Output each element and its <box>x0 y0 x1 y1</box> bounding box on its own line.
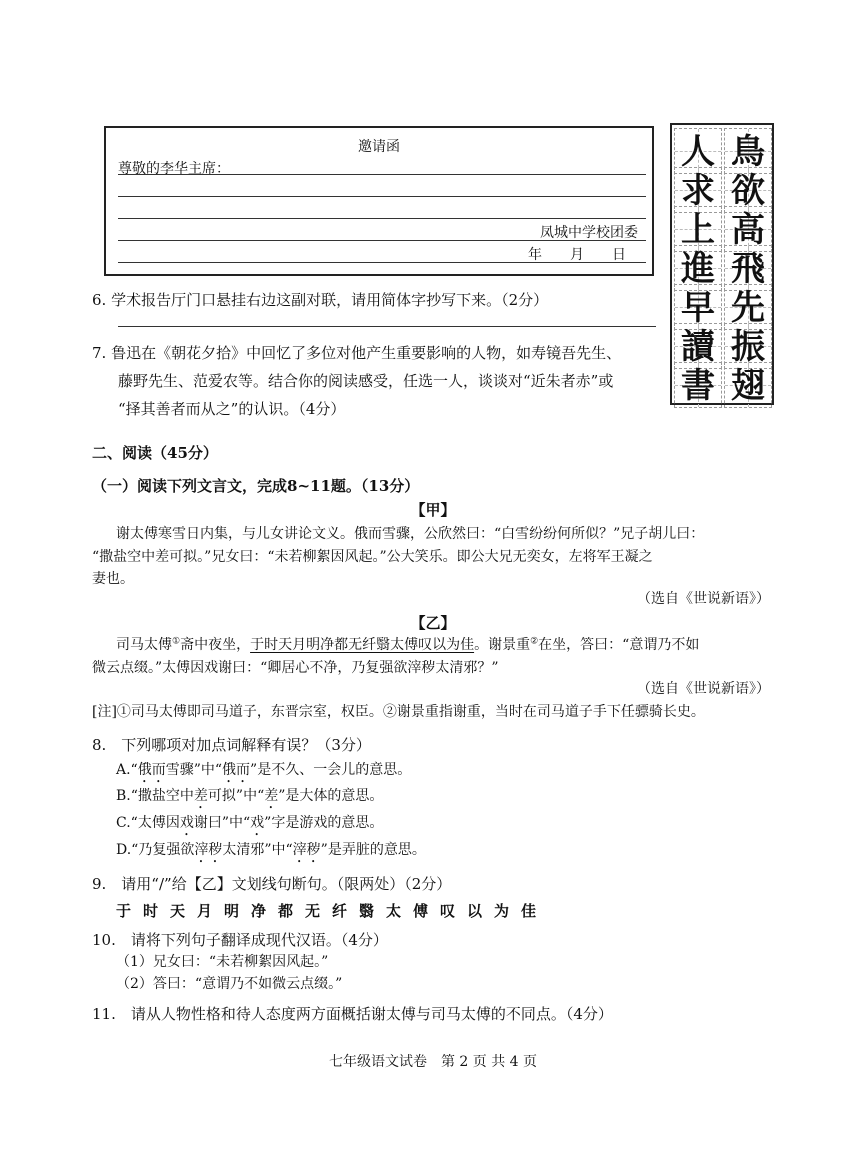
passage-jia-source: （选自《世说新语》） <box>637 591 770 607</box>
text-fragment: ”是不久、一会儿的意思。 <box>250 762 412 778</box>
footnote-marker: ① <box>172 636 181 647</box>
option-a[interactable] <box>116 761 411 786</box>
question-9-stem: 9. 请用“/”给【乙】文划线句断句。（限两处）（2分） <box>92 875 452 893</box>
passage-yi-heading: 【乙】 <box>410 614 456 632</box>
couplet-char: 讀 <box>674 323 722 369</box>
text-fragment: A.“ <box>116 762 138 778</box>
text-fragment: 谢曰”中“ <box>193 815 251 831</box>
text-fragment: ”是弄脏的意思。 <box>320 842 426 858</box>
couplet-char: 上 <box>674 206 722 252</box>
question-10-item: （2）答曰：“意谓乃不如微云点缀。” <box>116 976 343 992</box>
text-fragment: C.“太傅因 <box>116 815 180 831</box>
passage-yi-line1 <box>116 636 699 655</box>
invitation-line <box>118 196 646 197</box>
question-10-item: （1）兄女曰：“未若柳絮因风起。” <box>116 954 329 970</box>
dotted-word: 差 <box>193 788 208 804</box>
couplet-char: 進 <box>674 245 722 291</box>
text-fragment: 在坐，答曰：“意谓乃不如 <box>538 637 700 653</box>
answer-line-q6[interactable] <box>118 326 656 327</box>
option-c[interactable] <box>116 814 383 839</box>
couplet-char: 欲 <box>724 167 772 213</box>
couplet-char: 翅 <box>724 362 772 408</box>
text-fragment: 斋中夜坐， <box>180 637 251 653</box>
dotted-word: 戏 <box>250 815 265 831</box>
invitation-title: 邀请函 <box>358 139 400 155</box>
invitation-line <box>118 218 646 219</box>
text-fragment: B.“撒盐空中 <box>116 788 194 804</box>
underlined-sentence: 于时天月明净都无纤翳太傅叹以为佳 <box>250 637 475 653</box>
couplet-char: 求 <box>674 167 722 213</box>
passage-yi-line2: 微云点缀。”太傅因戏谢曰：“卿居心不净，乃复强欲滓秽太清邪？” <box>92 660 499 676</box>
couplet-char: 先 <box>724 284 772 330</box>
option-d[interactable] <box>116 841 426 866</box>
couplet-frame <box>670 123 774 405</box>
couplet-char: 飛 <box>724 245 772 291</box>
couplet-char: 早 <box>674 284 722 330</box>
text-fragment: 可拟”中“ <box>207 788 265 804</box>
text-fragment: D.“乃复强欲 <box>116 842 195 858</box>
page-footer: 七年级语文试卷 第 2 页 共 4 页 <box>328 1054 538 1070</box>
invitation-signature: 凤城中学校团委 <box>540 225 638 241</box>
couplet-char: 鳥 <box>724 128 772 174</box>
footnotes: [注]①司马太傅即司马道子，东晋宗室，权臣。②谢景重指谢重，当时在司马道子手下任骠骑长史。 <box>92 704 705 720</box>
question-7-line1: 7. 鲁迅在《朝花夕拾》中回忆了多位对他产生重要影响的人物，如寿镜吾先生、 <box>92 344 622 362</box>
question-7-line3: “择其善者而从之”的认识。（4分） <box>118 400 346 418</box>
option-b[interactable] <box>116 787 383 812</box>
dotted-word: 俄而 <box>137 762 166 778</box>
question-7-line2: 藤野先生、范爱农等。结合你的阅读感受，任选一人，谈谈对“近朱者赤”或 <box>118 372 614 390</box>
footnote-marker: ② <box>530 636 539 647</box>
dotted-word: 滓秽 <box>292 842 321 858</box>
couplet-char: 人 <box>674 128 722 174</box>
question-6: 6. 学术报告厅门口悬挂右边这副对联，请用简体字抄写下来。（2分） <box>92 291 549 309</box>
passage-jia-line: 谢太傅寒雪日内集，与儿女讲论文义。俄而雪骤，公欣然曰：“白雪纷纷何所似？”兄子胡儿曰： <box>116 526 705 542</box>
text-fragment: 。谢景重 <box>474 637 531 653</box>
passage-jia-heading: 【甲】 <box>410 501 456 519</box>
dotted-word: 俄而 <box>222 762 251 778</box>
text-fragment: 司马太傅 <box>116 637 172 653</box>
part-heading: （一）阅读下列文言文，完成8~11题。（13分） <box>92 477 420 495</box>
text-fragment: ”字是游戏的意思。 <box>264 815 384 831</box>
invitation-line <box>118 262 646 263</box>
dotted-word: 差 <box>264 788 279 804</box>
question-8-stem: 8. 下列哪项对加点词解释有误？（3分） <box>92 736 371 754</box>
text-fragment: ”是大体的意思。 <box>278 788 384 804</box>
passage-yi-source: （选自《世说新语》） <box>637 681 770 697</box>
question-11: 11. 请从人物性格和待人态度两方面概括谢太傅与司马太傅的不同点。（4分） <box>92 1005 613 1023</box>
invitation-salutation: 尊敬的李华主席： <box>118 161 230 177</box>
section-heading: 二、阅读（45分） <box>92 444 218 462</box>
dotted-word: 滓秽 <box>194 842 223 858</box>
invitation-date: 年 月 日 <box>528 247 626 263</box>
invitation-line <box>118 240 646 241</box>
passage-jia-line: “撒盐空中差可拟。”兄女曰：“未若柳絮因风起。”公大笑乐。即公大兄无奕女，左将军王凝之 <box>92 549 653 565</box>
dotted-word: 戏 <box>179 815 194 831</box>
question-9-sentence[interactable]: 于时天月明净都无纤翳太傅叹以为佳 <box>116 902 549 920</box>
question-10-stem: 10. 请将下列句子翻译成现代汉语。（4分） <box>92 931 388 949</box>
invitation-box <box>104 126 654 276</box>
couplet-char: 高 <box>724 206 772 252</box>
text-fragment: 雪骤”中“ <box>165 762 223 778</box>
passage-jia-line: 妻也。 <box>92 571 134 587</box>
couplet-char: 書 <box>674 362 722 408</box>
invitation-line <box>118 174 646 175</box>
couplet-char: 振 <box>724 323 772 369</box>
text-fragment: 太清邪”中“ <box>222 842 293 858</box>
